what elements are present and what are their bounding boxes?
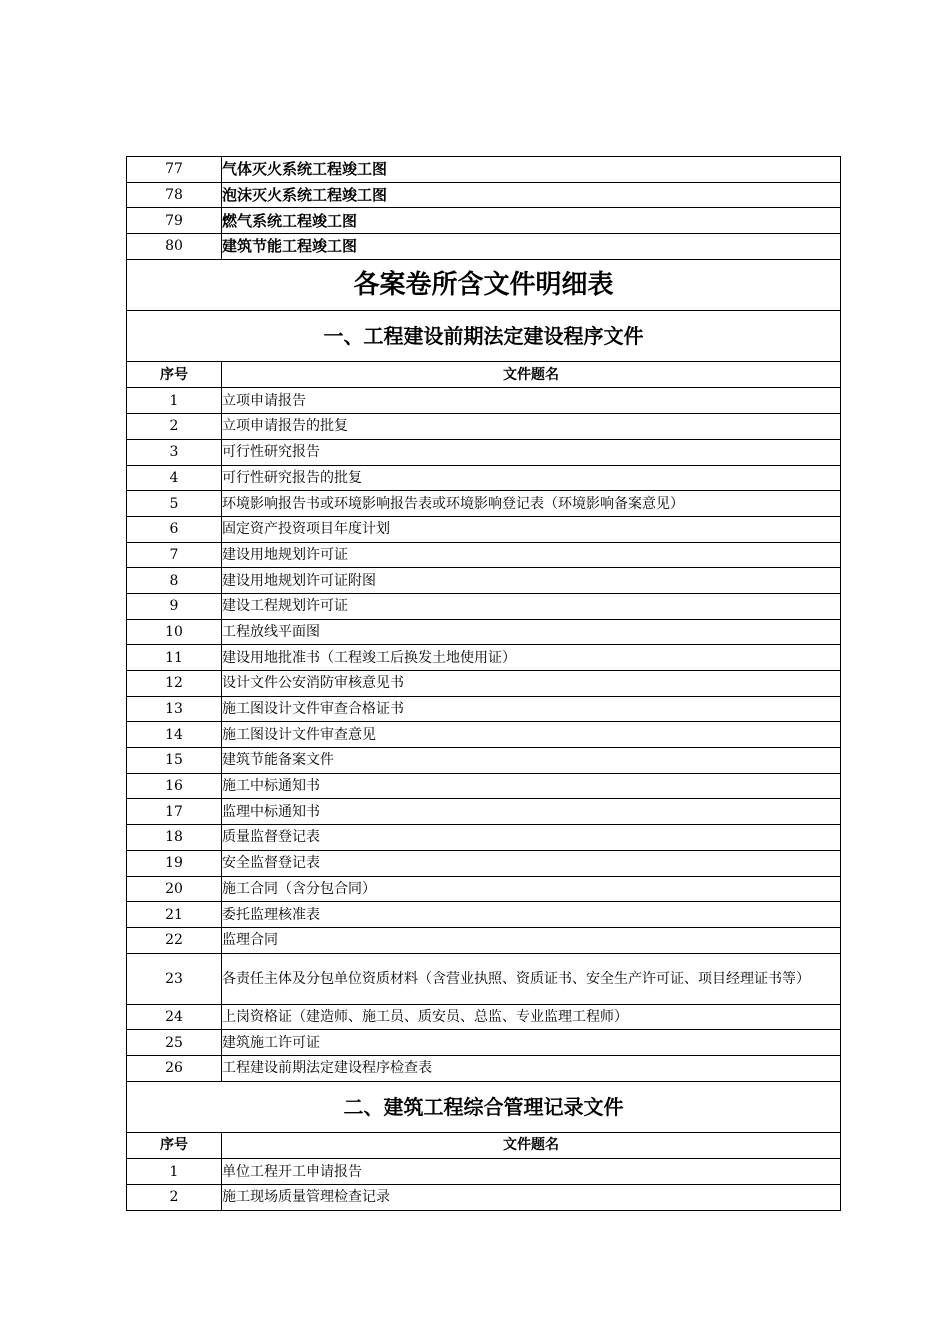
row-title: 上岗资格证（建造师、施工员、质安员、总监、专业监理工程师） [222,1004,841,1030]
table-row [127,208,841,234]
row-title: 工程建设前期法定建设程序检查表 [222,1055,841,1081]
row-number: 7 [127,542,222,568]
row-number: 14 [127,722,222,748]
table-row [127,414,841,440]
table-row [127,748,841,774]
section-title: 二、建筑工程综合管理记录文件 [127,1081,841,1132]
row-title: 立项申请报告 [222,388,841,414]
row-title: 质量监督登记表 [222,825,841,851]
row-number: 2 [127,414,222,440]
row-title: 气体灭火系统工程竣工图 [222,157,841,183]
table-row [127,619,841,645]
row-title: 建设用地批准书（工程竣工后换发土地使用证） [222,645,841,671]
row-number: 1 [127,1159,222,1185]
row-number: 12 [127,671,222,697]
row-number: 8 [127,568,222,594]
row-number: 25 [127,1030,222,1056]
row-number: 9 [127,593,222,619]
row-title: 可行性研究报告 [222,439,841,465]
table-row [127,645,841,671]
row-number: 16 [127,773,222,799]
row-title: 建筑节能工程竣工图 [222,234,841,260]
row-title: 委托监理核准表 [222,902,841,928]
row-title: 固定资产投资项目年度计划 [222,516,841,542]
table-row [127,542,841,568]
row-title: 建筑施工许可证 [222,1030,841,1056]
section1-rows [127,388,841,1081]
table-row [127,953,841,1004]
row-title: 泡沫灭火系统工程竣工图 [222,182,841,208]
row-title: 施工合同（含分包合同） [222,876,841,902]
row-number: 10 [127,619,222,645]
table-row [127,516,841,542]
row-title: 环境影响报告书或环境影响报告表或环境影响登记表（环境影响备案意见） [222,491,841,517]
header-number: 序号 [127,361,222,388]
table-row [127,1030,841,1056]
table-row [127,234,841,260]
section-title-row [127,1081,841,1132]
table-row [127,182,841,208]
table-row [127,825,841,851]
row-number: 11 [127,645,222,671]
archive-file-table [126,156,841,1211]
table-header-row [127,361,841,388]
row-title: 建设用地规划许可证 [222,542,841,568]
row-number: 5 [127,491,222,517]
row-title: 施工现场质量管理检查记录 [222,1185,841,1211]
row-title: 建设工程规划许可证 [222,593,841,619]
header-number: 序号 [127,1132,222,1159]
table-row [127,568,841,594]
table-row [127,593,841,619]
row-number: 18 [127,825,222,851]
row-number: 21 [127,902,222,928]
table-row [127,799,841,825]
row-number: 15 [127,748,222,774]
row-number: 20 [127,876,222,902]
row-title: 施工图设计文件审查合格证书 [222,696,841,722]
table-row [127,465,841,491]
row-title: 可行性研究报告的批复 [222,465,841,491]
row-number: 22 [127,927,222,953]
table-row [127,671,841,697]
row-title: 工程放线平面图 [222,619,841,645]
row-title: 施工图设计文件审查意见 [222,722,841,748]
table-row [127,1185,841,1211]
table-row [127,876,841,902]
row-number: 1 [127,388,222,414]
main-title: 各案卷所含文件明细表 [127,259,841,310]
row-number: 23 [127,953,222,1004]
table-row [127,927,841,953]
row-number: 3 [127,439,222,465]
table-row [127,722,841,748]
table-row [127,388,841,414]
section-title: 一、工程建设前期法定建设程序文件 [127,310,841,361]
row-title: 单位工程开工申请报告 [222,1159,841,1185]
row-number: 79 [127,208,222,234]
table-row [127,439,841,465]
row-number: 24 [127,1004,222,1030]
row-title: 各责任主体及分包单位资质材料（含营业执照、资质证书、安全生产许可证、项目经理证书等） [222,953,841,1004]
table-row [127,773,841,799]
section2-rows [127,1159,841,1210]
main-title-row [127,259,841,310]
row-title: 安全监督登记表 [222,850,841,876]
row-number: 26 [127,1055,222,1081]
table-row [127,157,841,183]
table-row [127,850,841,876]
row-title: 立项申请报告的批复 [222,414,841,440]
row-number: 4 [127,465,222,491]
row-title: 建设用地规划许可证附图 [222,568,841,594]
row-title: 施工中标通知书 [222,773,841,799]
row-number: 77 [127,157,222,183]
row-number: 17 [127,799,222,825]
row-title: 监理中标通知书 [222,799,841,825]
row-title: 监理合同 [222,927,841,953]
table-row [127,902,841,928]
row-title: 燃气系统工程竣工图 [222,208,841,234]
row-number: 13 [127,696,222,722]
header-title: 文件题名 [222,1132,841,1159]
table-row [127,1004,841,1030]
row-number: 78 [127,182,222,208]
table-row [127,696,841,722]
table-header-row [127,1132,841,1159]
table-row [127,1159,841,1185]
row-number: 19 [127,850,222,876]
header-title: 文件题名 [222,361,841,388]
row-number: 6 [127,516,222,542]
row-title: 建筑节能备案文件 [222,748,841,774]
table-row [127,491,841,517]
table-row [127,1055,841,1081]
row-number: 80 [127,234,222,260]
section-title-row [127,310,841,361]
row-number: 2 [127,1185,222,1211]
row-title: 设计文件公安消防审核意见书 [222,671,841,697]
